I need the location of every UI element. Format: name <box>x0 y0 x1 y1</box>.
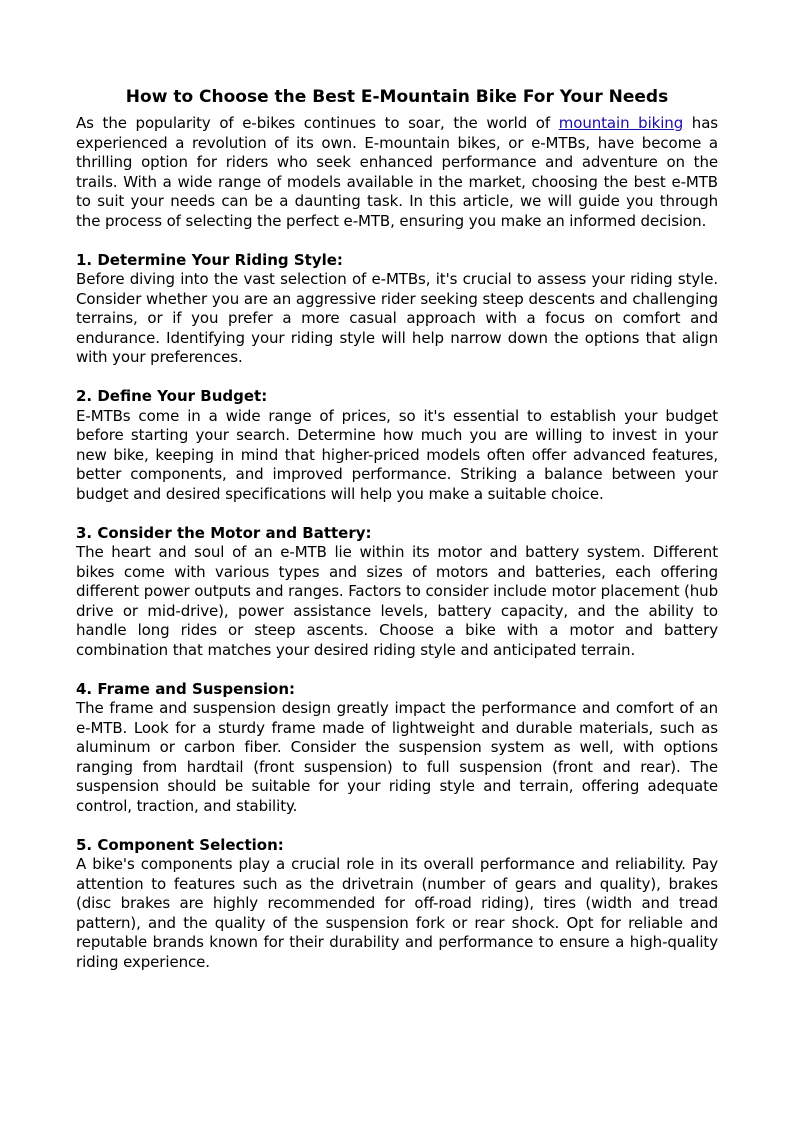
section-heading: 3. Consider the Motor and Battery: <box>76 523 372 542</box>
section-frame-suspension <box>76 680 718 817</box>
mountain-biking-link[interactable]: mountain biking <box>558 114 684 132</box>
section-heading: 5. Component Selection: <box>76 835 284 854</box>
intro-text-after-link: has experienced a revolution of its own. E-mountain bikes, or e-MTBs, have become a thrilling option for riders who seek enhanced performance and adventure on the trails. With a wide range of models available in the market, choosing the best e-MTB to suit your needs can be a daunting task. In this article, we will guide you through the process of selecting the perfect e-MTB, ensuring you make an informed decision. <box>76 114 719 230</box>
intro-text-before-link: As the popularity of e-bikes continues to soar, the world of <box>76 114 559 132</box>
section-component-selection <box>76 836 718 973</box>
document-page <box>76 86 718 972</box>
section-body: The frame and suspension design greatly impact the performance and comfort of an e-MTB. Look for a sturdy frame made of lightweight and durable materials, such as aluminum or carbon fiber. Consider the suspension system as well, with options ranging from hardtail (front suspension) to full suspension (front and rear). The suspension should be suitable for your riding style and terrain, offering adequate control, traction, and stability. <box>76 699 718 815</box>
intro-paragraph <box>76 114 718 231</box>
section-body: E-MTBs come in a wide range of prices, so it's essential to establish your budget before starting your search. Determine how much you are willing to invest in your new bike, keeping in mind that higher-priced models often offer advanced features, better components, and improved performance. Striking a balance between your budget and desired specifications will help you make a suitable choice. <box>76 406 718 503</box>
section-heading: 2. Define Your Budget: <box>76 387 268 405</box>
section-motor-battery <box>76 524 718 661</box>
page-title: How to Choose the Best E-Mountain Bike For Your Needs <box>125 87 669 107</box>
section-body: Before diving into the vast selection of e-MTBs, it's crucial to assess your riding style. Consider whether you are an aggressive rider seeking steep descents and challenging terrains, or if you prefer a more casual approach with a focus on comfort and endurance. Identifying your riding style will help narrow down the options that align with your preferences. <box>76 270 718 366</box>
section-body: The heart and soul of an e-MTB lie within its motor and battery system. Different bikes come with various types and sizes of motors and batteries, each offering different power outputs and ranges. Factors to consider include motor placement (hub drive or mid-drive), power assistance levels, battery capacity, and the ability to handle long rides or steep ascents. Choose a bike with a motor and battery combination that matches your desired riding style and anticipated terrain. <box>76 543 719 659</box>
section-heading: 4. Frame and Suspension: <box>76 679 296 698</box>
section-budget <box>76 387 718 504</box>
section-body: A bike's components play a crucial role in its overall performance and reliability. Pay attention to features such as the drivetrain (number of gears and quality), brakes (disc brakes are highly recommended for off-road riding), tires (width and tread pattern), and the quality of the suspension fork or rear shock. Opt for reliable and reputable brands known for their durability and performance to ensure a high-quality riding experience. <box>76 855 718 971</box>
section-heading: 1. Determine Your Riding Style: <box>76 250 343 269</box>
section-riding-style <box>76 251 718 368</box>
